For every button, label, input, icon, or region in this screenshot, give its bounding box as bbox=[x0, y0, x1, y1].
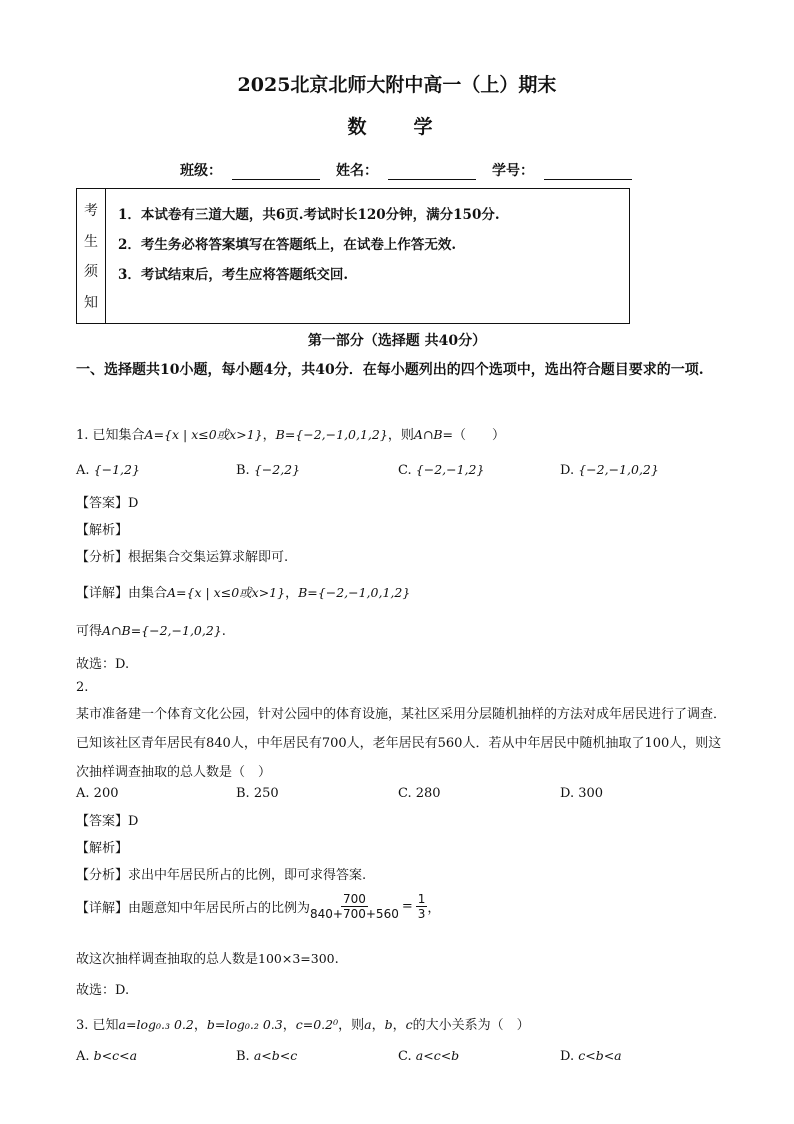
q2-total-prefix: 故这次抽样调查抽取的总人数是 bbox=[76, 952, 259, 967]
equals-sign: = bbox=[401, 899, 413, 914]
option-value: 280 bbox=[415, 786, 441, 801]
q2-detail-end: ， bbox=[427, 901, 441, 916]
q3-option-a bbox=[76, 1048, 137, 1064]
q2-fraction-result bbox=[416, 892, 428, 921]
q1-paren: （ ） bbox=[453, 428, 506, 443]
notice-item: 3．考试结束后，考生应将答题纸交回. bbox=[118, 267, 349, 283]
q1-result-prefix: 可得 bbox=[76, 624, 103, 639]
q1-expr: A∩B= bbox=[413, 427, 453, 442]
notice-label-char: 知 bbox=[84, 294, 98, 311]
fraction-numerator: 700 bbox=[342, 892, 366, 906]
option-value: a<c<b bbox=[415, 1048, 460, 1063]
option-label: A. bbox=[76, 463, 90, 478]
q1-set-a: A={x | x≤0或x>1} bbox=[144, 427, 263, 442]
q1-option-b bbox=[236, 462, 300, 478]
q3-b-def: b=log₀.₂ 0.3 bbox=[206, 1017, 283, 1032]
option-value: 250 bbox=[253, 786, 279, 801]
q1-choose: 故选：D. bbox=[76, 657, 130, 672]
q3-option-c bbox=[398, 1048, 459, 1064]
q3-stem: 3. 已知a=log₀.₃ 0.2，b=log₀.₂ 0.3，c=0.2⁰，则a，b，c的大小关系为（ ） bbox=[76, 1017, 530, 1033]
q2-answer: 【答案】D bbox=[76, 814, 139, 829]
exam-notice-box bbox=[76, 188, 630, 324]
q1-option-c bbox=[398, 462, 484, 478]
q3-a-def: a=log₀.₃ 0.2 bbox=[118, 1017, 194, 1032]
section-heading: 一、选择题共10小题，每小题4分，共40分．在每小题列出的四个选项中，选出符合题目要求的一项. bbox=[76, 362, 704, 378]
option-label: D. bbox=[560, 786, 575, 801]
q1-stem-text: 1. 已知集合 bbox=[76, 428, 145, 443]
paper-title: 2025北京北师大附中高一（上）期末 bbox=[237, 74, 557, 96]
q2-option-b bbox=[236, 786, 279, 801]
q1-answer: 【答案】D bbox=[76, 496, 139, 511]
q2-number: 2. bbox=[76, 680, 89, 695]
q1-option-d bbox=[560, 462, 659, 478]
option-label: B. bbox=[236, 463, 250, 478]
notice-label-char: 考 bbox=[84, 203, 98, 220]
paper-subject: 数 学 bbox=[347, 116, 447, 138]
option-value: a<b<c bbox=[253, 1048, 298, 1063]
option-value: c<b<a bbox=[578, 1048, 622, 1063]
q3-var-b: b bbox=[384, 1017, 393, 1032]
option-label: C. bbox=[398, 463, 412, 478]
q2-fraction bbox=[310, 892, 399, 921]
option-value: {−2,−1,0,2} bbox=[578, 462, 659, 477]
student-info-line bbox=[180, 160, 638, 180]
q1-set-b: B={−2,−1,0,1,2} bbox=[275, 427, 388, 442]
option-value: b<c<a bbox=[93, 1048, 138, 1063]
q2-total-suffix: . bbox=[334, 952, 339, 967]
q2-total-expr: 100×3=300 bbox=[258, 951, 335, 966]
option-value: 300 bbox=[578, 786, 604, 801]
option-value: {−2,2} bbox=[253, 462, 301, 477]
q1-option-a bbox=[76, 462, 140, 478]
option-label: B. bbox=[236, 1049, 250, 1064]
q2-option-a bbox=[76, 786, 119, 801]
notice-label-char: 生 bbox=[84, 233, 98, 250]
class-blank bbox=[232, 165, 320, 180]
q1-detail-text: 【详解】由集合 bbox=[76, 586, 168, 601]
q2-detail-text: 【详解】由题意知中年居民所占的比例为 bbox=[76, 901, 311, 916]
option-label: C. bbox=[398, 786, 412, 801]
option-label: B. bbox=[236, 786, 250, 801]
notice-items bbox=[106, 189, 629, 323]
q1-stem bbox=[76, 424, 505, 443]
q2-detail bbox=[76, 892, 440, 921]
notice-label bbox=[77, 189, 106, 323]
q1-detail bbox=[76, 582, 410, 601]
q2-option-c bbox=[398, 786, 441, 801]
id-label: 学号： bbox=[492, 163, 534, 179]
q1-result-expr: A∩B={−2,−1,0,2} bbox=[102, 623, 222, 638]
q3-var-c: c bbox=[405, 1017, 413, 1032]
q1-detail-set-b: B={−2,−1,0,1,2} bbox=[298, 585, 411, 600]
option-label: A. bbox=[76, 1049, 90, 1064]
q3-var-a: a bbox=[364, 1017, 372, 1032]
fraction-denominator: 3 bbox=[417, 907, 426, 921]
option-value: {−2,−1,2} bbox=[415, 462, 485, 477]
fraction-numerator: 1 bbox=[417, 892, 426, 906]
q1-jiexi: 【解析】 bbox=[76, 523, 129, 538]
q1-result bbox=[76, 620, 226, 639]
q2-analysis: 【分析】求出中年居民所占的比例，即可求得答案. bbox=[76, 868, 367, 883]
q3-option-d bbox=[560, 1048, 622, 1064]
q2-total bbox=[76, 948, 339, 967]
notice-item: 2．考生务必将答案填写在答题纸上，在试卷上作答无效. bbox=[118, 237, 457, 253]
fraction-denominator: 840+700+560 bbox=[310, 907, 399, 921]
option-label: C. bbox=[398, 1049, 412, 1064]
name-label: 姓名： bbox=[336, 163, 378, 179]
q3-stem-text: 3. 已知 bbox=[76, 1018, 119, 1033]
part-heading: 第一部分（选择题 共40分） bbox=[307, 333, 487, 349]
q1-detail-set-a: A={x | x≤0或x>1} bbox=[167, 585, 286, 600]
q1-comma: ， bbox=[262, 428, 276, 443]
q1-analysis: 【分析】根据集合交集运算求解即可. bbox=[76, 550, 289, 565]
q2-option-d bbox=[560, 786, 603, 801]
option-label: D. bbox=[560, 463, 575, 478]
class-label: 班级： bbox=[180, 163, 222, 179]
option-label: D. bbox=[560, 1049, 575, 1064]
option-value: 200 bbox=[93, 786, 119, 801]
q3-option-b bbox=[236, 1048, 297, 1064]
q3-stem-end: 的大小关系为（ ） bbox=[412, 1018, 530, 1033]
q1-stem-then: ，则 bbox=[387, 428, 414, 443]
option-value: {−1,2} bbox=[93, 462, 140, 477]
q2-jiexi: 【解析】 bbox=[76, 841, 129, 856]
q1-result-suffix: . bbox=[221, 624, 226, 639]
q3-stem-then: ，则 bbox=[338, 1018, 365, 1033]
q2-choose: 故选：D. bbox=[76, 983, 130, 998]
notice-item: 1．本试卷有三道大题，共6页.考试时长120分钟，满分150分. bbox=[118, 207, 500, 223]
id-blank bbox=[544, 165, 632, 180]
q2-stem: 某市准备建一个体育文化公园，针对公园中的体育设施，某社区采用分层随机抽样的方法对成年居民进行了调查．已知该社区青年居民有840人，中年居民有700人，老年居民有560人．若从中年居民中随机抽取了100人，则这次抽样调查抽取的总人数是（ ） bbox=[76, 707, 727, 780]
name-blank bbox=[388, 165, 476, 180]
notice-label-char: 须 bbox=[84, 264, 98, 281]
q1-comma: ， bbox=[285, 586, 299, 601]
option-label: A. bbox=[76, 786, 90, 801]
q3-c-def: c=0.2⁰ bbox=[295, 1017, 339, 1032]
